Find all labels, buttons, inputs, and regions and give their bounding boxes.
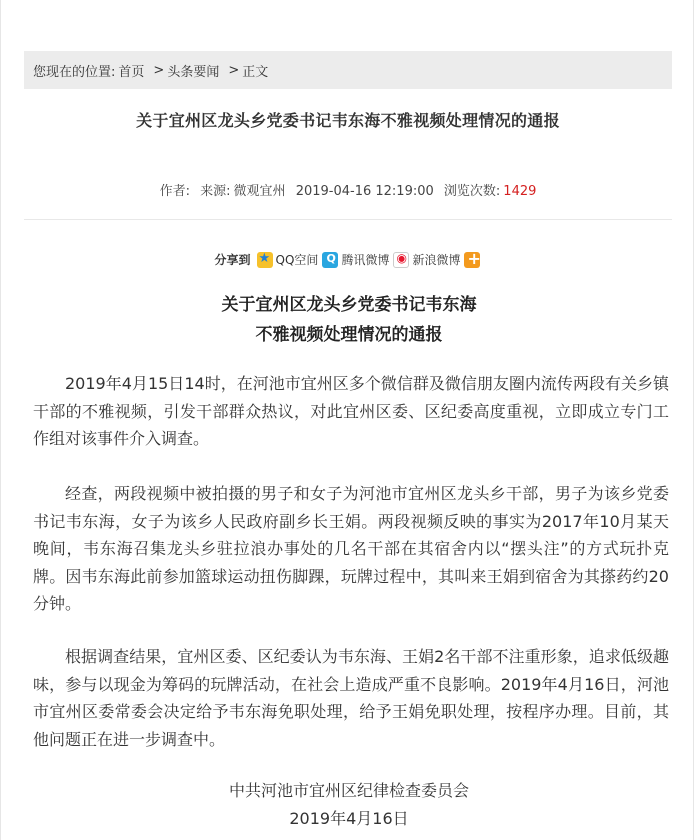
share-tencent-weibo-label: 腾讯微博 [341, 253, 390, 267]
signature-date: 2019年4月16日 [289, 809, 409, 828]
plus-icon[interactable] [464, 252, 480, 268]
body-paragraph-1: 2019年4月15日14时，在河池市宜州区多个微信群及微信朋友圈内流传两段有关乡镇干部的不雅视频，引发干部群众热议，对此宜州区委、区纪委高度重视，立即成立专门工作组对该事件介入调查。 [33, 374, 669, 448]
publish-datetime: 2019-04-16 12:19:00 [295, 184, 434, 199]
notice-title-line-1: 关于宜州区龙头乡党委书记韦东海 [221, 295, 477, 315]
notice-title [0, 290, 698, 350]
share-bar [0, 251, 698, 268]
source-label: 来源: [200, 184, 231, 199]
body-paragraph-3: 根据调查结果，宜州区委、区纪委认为韦东海、王娟2名干部不注重形象，追求低级趣味，参与以现金为筹码的玩牌活动，在社会上造成严重不良影响。2019年4月16日，河池市宜州区委常委会决定给予韦东海免职处理，给予王娟免职处理，按程序办理。目前，其他问题正在进一步调查中。 [33, 647, 669, 749]
share-qzone-label: QQ空间 [275, 253, 319, 267]
qzone-icon [257, 252, 273, 268]
left-border [0, 0, 1, 840]
breadcrumb-current: 正文 [242, 64, 269, 80]
tencent-weibo-icon [322, 252, 338, 268]
right-border [693, 0, 694, 840]
views-count: 1429 [503, 184, 537, 199]
breadcrumb-separator: > [153, 62, 165, 78]
article-meta [24, 180, 672, 199]
body-paragraph-2: 经查，两段视频中被拍摄的男子和女子为河池市宜州区龙头乡干部，男子为该乡党委书记韦东海，女子为该乡人民政府副乡长王娟。两段视频反映的事实为2017年10月某天晚间，韦东海召集龙头乡驻拉浪办事处的几名干部在其宿舍内以“摆头注”的方式玩扑克牌。因韦东海此前参加篮球运动扭伤脚踝，玩牌过程中，其叫来王娟到宿舍为其搽药约20分钟。 [33, 484, 669, 613]
notice-title-line-2: 不雅视频处理情况的通报 [255, 325, 443, 345]
sina-weibo-icon [393, 252, 409, 268]
article-title: 关于宜州区龙头乡党委书记韦东海不雅视频处理情况的通报 [136, 111, 560, 130]
author-label: 作者: [159, 184, 190, 199]
breadcrumb [24, 51, 672, 89]
share-qzone-button[interactable] [257, 251, 319, 268]
source-value: 微观宜州 [233, 184, 286, 199]
breadcrumb-separator: > [228, 62, 240, 78]
views-label: 浏览次数: [443, 184, 501, 199]
breadcrumb-prefix: 您现在的位置: [33, 64, 116, 80]
breadcrumb-link-headlines[interactable]: 头条要闻 [167, 64, 220, 80]
share-sina-weibo-button[interactable] [393, 251, 460, 268]
share-tencent-weibo-button[interactable] [322, 251, 389, 268]
share-sina-weibo-label: 新浪微博 [412, 253, 461, 267]
divider [24, 219, 672, 220]
signature-org: 中共河池市宜州区纪律检查委员会 [228, 781, 469, 800]
breadcrumb-link-home[interactable]: 首页 [118, 64, 145, 80]
share-label: 分享到 [214, 253, 251, 267]
